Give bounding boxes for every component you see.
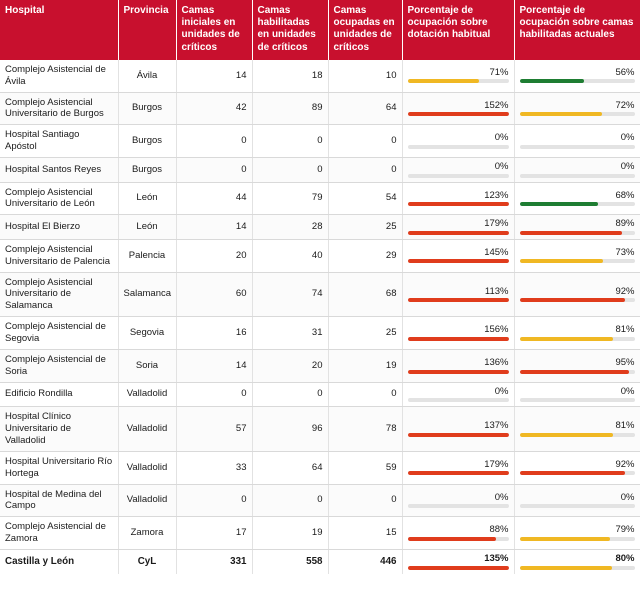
cell-pct-dotacion — [402, 451, 514, 484]
column-header-provincia[interactable]: Provincia — [118, 0, 176, 60]
cell-pct-habilitadas — [514, 239, 640, 272]
cell-pct-habilitadas — [514, 60, 640, 92]
cell-pct-dotacion-fill — [408, 537, 497, 541]
table-body — [0, 60, 640, 574]
cell-pct-habilitadas-track — [520, 504, 635, 508]
cell-pct-habilitadas — [514, 484, 640, 517]
cell-pct-habilitadas-value: 0% — [620, 132, 635, 144]
cell-camas-iniciales: 44 — [176, 182, 252, 215]
cell-pct-habilitadas-fill — [520, 259, 604, 263]
cell-pct-dotacion-value: 113% — [484, 285, 509, 297]
cell-pct-dotacion-value: 179% — [484, 458, 509, 470]
cell-pct-dotacion — [402, 125, 514, 158]
cell-camas-ocupadas: 0 — [328, 158, 402, 183]
cell-pct-dotacion-track — [408, 471, 509, 475]
cell-camas-iniciales: 20 — [176, 239, 252, 272]
cell-pct-dotacion-value: 136% — [484, 357, 509, 368]
cell-provincia: Valladolid — [118, 382, 176, 407]
cell-pct-dotacion — [402, 407, 514, 452]
cell-provincia: Palencia — [118, 239, 176, 272]
cell-pct-dotacion-fill — [408, 79, 480, 83]
cell-pct-habilitadas-track — [520, 370, 635, 374]
cell-provincia: Valladolid — [118, 484, 176, 517]
cell-pct-dotacion-fill — [408, 566, 509, 570]
cell-camas-ocupadas: 19 — [328, 349, 402, 382]
cell-provincia: Ávila — [118, 60, 176, 92]
cell-pct-dotacion-track — [408, 398, 509, 402]
cell-pct-dotacion — [402, 60, 514, 92]
cell-camas-ocupadas: 54 — [328, 182, 402, 215]
column-header-camas-iniciales[interactable]: Camas iniciales en unidades de críticos — [176, 0, 252, 60]
cell-camas-ocupadas: 446 — [328, 550, 402, 574]
cell-pct-dotacion-track — [408, 112, 509, 116]
cell-camas-habilitadas: 0 — [252, 484, 328, 517]
cell-hospital: Complejo Asistencial de Zamora — [0, 517, 118, 550]
cell-pct-habilitadas-fill — [520, 79, 584, 83]
cell-pct-habilitadas-value: 56% — [615, 66, 635, 78]
cell-pct-habilitadas-track — [520, 259, 635, 263]
table-row — [0, 239, 640, 272]
cell-provincia: León — [118, 215, 176, 240]
cell-pct-habilitadas-track — [520, 471, 635, 475]
cell-pct-habilitadas-track — [520, 398, 635, 402]
cell-pct-habilitadas-fill — [520, 298, 626, 302]
cell-pct-habilitadas — [514, 382, 640, 407]
cell-camas-habilitadas: 0 — [252, 382, 328, 407]
table-total-row — [0, 550, 640, 574]
cell-camas-ocupadas: 64 — [328, 92, 402, 125]
cell-camas-iniciales: 14 — [176, 349, 252, 382]
cell-camas-ocupadas: 59 — [328, 451, 402, 484]
cell-pct-habilitadas-track — [520, 112, 635, 116]
cell-pct-dotacion-value: 135% — [484, 553, 509, 564]
cell-pct-dotacion-fill — [408, 298, 509, 302]
cell-pct-dotacion-value: 156% — [484, 324, 509, 336]
cell-pct-habilitadas-fill — [520, 471, 626, 475]
cell-pct-habilitadas-track — [520, 145, 635, 149]
cell-pct-habilitadas-fill — [520, 370, 629, 374]
column-header-pct-habilitadas[interactable]: Porcentaje de ocupación sobre camas habilitadas actuales — [514, 0, 640, 60]
cell-pct-dotacion — [402, 550, 514, 574]
cell-camas-ocupadas: 15 — [328, 517, 402, 550]
cell-camas-habilitadas: 31 — [252, 317, 328, 350]
cell-pct-dotacion-track — [408, 145, 509, 149]
cell-pct-habilitadas — [514, 349, 640, 382]
cell-hospital: Complejo Asistencial Universitario de Palencia — [0, 239, 118, 272]
cell-camas-ocupadas: 78 — [328, 407, 402, 452]
table-row — [0, 272, 640, 317]
cell-pct-habilitadas-fill — [520, 202, 598, 206]
cell-hospital: Complejo Asistencial de Segovia — [0, 317, 118, 350]
cell-pct-dotacion-value: 137% — [484, 420, 509, 432]
cell-provincia: Salamanca — [118, 272, 176, 317]
column-header-camas-habilitadas[interactable]: Camas habilitadas en unidades de críticos — [252, 0, 328, 60]
cell-hospital: Hospital Universitario Río Hortega — [0, 451, 118, 484]
cell-pct-habilitadas-value: 0% — [620, 385, 635, 397]
cell-pct-habilitadas — [514, 92, 640, 125]
table-row — [0, 158, 640, 183]
cell-provincia: Segovia — [118, 317, 176, 350]
cell-pct-dotacion-track — [408, 337, 509, 341]
cell-camas-ocupadas: 0 — [328, 382, 402, 407]
table-row — [0, 382, 640, 407]
cell-pct-dotacion-track — [408, 202, 509, 206]
cell-pct-dotacion-track — [408, 537, 509, 541]
column-header-hospital[interactable]: Hospital — [0, 0, 118, 60]
table-row — [0, 60, 640, 92]
cell-pct-habilitadas-track — [520, 298, 635, 302]
cell-provincia: Burgos — [118, 158, 176, 183]
cell-pct-dotacion — [402, 484, 514, 517]
cell-pct-dotacion — [402, 517, 514, 550]
cell-camas-habilitadas: 74 — [252, 272, 328, 317]
cell-pct-habilitadas-value: 81% — [615, 324, 635, 336]
cell-camas-iniciales: 14 — [176, 60, 252, 92]
cell-pct-habilitadas — [514, 407, 640, 452]
cell-pct-dotacion-value: 152% — [484, 99, 509, 111]
table-row — [0, 182, 640, 215]
cell-pct-habilitadas — [514, 215, 640, 240]
cell-provincia: Valladolid — [118, 407, 176, 452]
cell-hospital: Hospital Santiago Apóstol — [0, 125, 118, 158]
cell-pct-habilitadas-fill — [520, 566, 612, 570]
cell-pct-habilitadas — [514, 182, 640, 215]
cell-pct-habilitadas-value: 81% — [615, 420, 635, 432]
cell-pct-habilitadas-value: 0% — [620, 491, 635, 503]
cell-pct-dotacion-fill — [408, 231, 509, 235]
cell-camas-ocupadas: 68 — [328, 272, 402, 317]
table-row — [0, 92, 640, 125]
cell-camas-habilitadas: 40 — [252, 239, 328, 272]
cell-pct-dotacion-track — [408, 566, 509, 570]
table-header-row — [0, 0, 640, 60]
table-row — [0, 517, 640, 550]
cell-camas-iniciales: 60 — [176, 272, 252, 317]
column-header-pct-dotacion[interactable]: Porcentaje de ocupación sobre dotación habitual — [402, 0, 514, 60]
cell-pct-habilitadas-fill — [520, 231, 622, 235]
cell-camas-iniciales: 0 — [176, 484, 252, 517]
cell-provincia: Valladolid — [118, 451, 176, 484]
cell-camas-ocupadas: 25 — [328, 317, 402, 350]
cell-hospital: Complejo Asistencial Universitario de Salamanca — [0, 272, 118, 317]
cell-pct-habilitadas — [514, 550, 640, 574]
cell-pct-habilitadas — [514, 158, 640, 183]
cell-pct-habilitadas-fill — [520, 537, 611, 541]
cell-pct-dotacion — [402, 317, 514, 350]
cell-hospital: Complejo Asistencial de Ávila — [0, 60, 118, 92]
cell-pct-dotacion-fill — [408, 202, 509, 206]
cell-camas-ocupadas: 10 — [328, 60, 402, 92]
cell-pct-dotacion-fill — [408, 433, 509, 437]
cell-camas-habilitadas: 0 — [252, 125, 328, 158]
cell-pct-dotacion — [402, 215, 514, 240]
cell-pct-dotacion-track — [408, 504, 509, 508]
cell-pct-dotacion-fill — [408, 337, 509, 341]
cell-camas-ocupadas: 25 — [328, 215, 402, 240]
cell-pct-habilitadas-value: 72% — [615, 99, 635, 111]
cell-pct-dotacion — [402, 382, 514, 407]
cell-pct-habilitadas-fill — [520, 337, 613, 341]
cell-pct-habilitadas-track — [520, 537, 635, 541]
cell-hospital: Complejo Asistencial Universitario de León — [0, 182, 118, 215]
cell-pct-habilitadas — [514, 451, 640, 484]
cell-pct-habilitadas — [514, 317, 640, 350]
cell-provincia: León — [118, 182, 176, 215]
cell-pct-dotacion-value: 179% — [484, 218, 509, 230]
cell-pct-habilitadas-track — [520, 566, 635, 570]
cell-pct-dotacion — [402, 239, 514, 272]
cell-provincia: CyL — [118, 550, 176, 574]
cell-pct-dotacion-value: 0% — [494, 491, 509, 503]
cell-hospital: Hospital Clínico Universitario de Valladolid — [0, 407, 118, 452]
cell-pct-habilitadas-value: 0% — [620, 161, 635, 172]
cell-camas-habilitadas: 20 — [252, 349, 328, 382]
cell-pct-habilitadas — [514, 517, 640, 550]
cell-pct-habilitadas-fill — [520, 112, 603, 116]
cell-pct-dotacion — [402, 272, 514, 317]
cell-pct-habilitadas — [514, 272, 640, 317]
cell-pct-habilitadas-track — [520, 174, 635, 178]
cell-camas-iniciales: 42 — [176, 92, 252, 125]
cell-pct-habilitadas-value: 73% — [615, 246, 635, 258]
cell-pct-habilitadas-track — [520, 337, 635, 341]
cell-pct-habilitadas-fill — [520, 433, 613, 437]
table-row — [0, 407, 640, 452]
cell-camas-habilitadas: 89 — [252, 92, 328, 125]
cell-pct-habilitadas — [514, 125, 640, 158]
cell-camas-habilitadas: 96 — [252, 407, 328, 452]
cell-camas-ocupadas: 0 — [328, 125, 402, 158]
cell-pct-habilitadas-value: 79% — [615, 524, 635, 536]
cell-pct-dotacion-value: 123% — [484, 189, 509, 201]
cell-pct-habilitadas-value: 92% — [615, 285, 635, 297]
cell-camas-iniciales: 17 — [176, 517, 252, 550]
cell-camas-iniciales: 331 — [176, 550, 252, 574]
cell-pct-dotacion-track — [408, 370, 509, 374]
cell-pct-habilitadas-track — [520, 231, 635, 235]
column-header-camas-ocupadas[interactable]: Camas ocupadas en unidades de críticos — [328, 0, 402, 60]
cell-camas-iniciales: 16 — [176, 317, 252, 350]
cell-pct-dotacion-track — [408, 174, 509, 178]
cell-hospital: Castilla y León — [0, 550, 118, 574]
cell-pct-habilitadas-value: 89% — [615, 218, 635, 230]
cell-pct-habilitadas-value: 80% — [615, 553, 635, 564]
cell-camas-habilitadas: 0 — [252, 158, 328, 183]
cell-hospital: Complejo Asistencial de Soria — [0, 349, 118, 382]
cell-pct-dotacion-value: 145% — [484, 246, 509, 258]
cell-pct-dotacion-track — [408, 79, 509, 83]
cell-hospital: Edificio Rondilla — [0, 382, 118, 407]
cell-pct-habilitadas-track — [520, 433, 635, 437]
cell-pct-dotacion — [402, 182, 514, 215]
cell-camas-habilitadas: 79 — [252, 182, 328, 215]
cell-camas-iniciales: 0 — [176, 125, 252, 158]
cell-pct-dotacion-fill — [408, 112, 509, 116]
cell-pct-dotacion — [402, 92, 514, 125]
cell-pct-dotacion — [402, 349, 514, 382]
cell-pct-dotacion-fill — [408, 471, 509, 475]
cell-camas-habilitadas: 18 — [252, 60, 328, 92]
cell-provincia: Burgos — [118, 125, 176, 158]
cell-pct-dotacion-track — [408, 231, 509, 235]
cell-pct-dotacion-value: 88% — [489, 524, 509, 536]
cell-hospital: Complejo Asistencial Universitario de Burgos — [0, 92, 118, 125]
cell-pct-habilitadas-track — [520, 202, 635, 206]
cell-pct-dotacion-value: 0% — [494, 132, 509, 144]
cell-camas-habilitadas: 28 — [252, 215, 328, 240]
cell-pct-dotacion-value: 0% — [494, 385, 509, 397]
table-row — [0, 317, 640, 350]
cell-pct-dotacion-track — [408, 298, 509, 302]
cell-pct-dotacion-value: 71% — [489, 66, 509, 78]
cell-camas-habilitadas: 558 — [252, 550, 328, 574]
cell-camas-iniciales: 0 — [176, 158, 252, 183]
table-row — [0, 451, 640, 484]
cell-camas-iniciales: 57 — [176, 407, 252, 452]
cell-camas-habilitadas: 19 — [252, 517, 328, 550]
cell-camas-iniciales: 33 — [176, 451, 252, 484]
cell-pct-dotacion-fill — [408, 259, 509, 263]
cell-provincia: Zamora — [118, 517, 176, 550]
cell-pct-dotacion-value: 0% — [494, 161, 509, 172]
cell-pct-habilitadas-track — [520, 79, 635, 83]
cell-pct-habilitadas-value: 95% — [615, 357, 635, 368]
cell-provincia: Soria — [118, 349, 176, 382]
cell-pct-habilitadas-value: 68% — [615, 189, 635, 201]
cell-pct-dotacion — [402, 158, 514, 183]
cell-hospital: Hospital El Bierzo — [0, 215, 118, 240]
table-row — [0, 349, 640, 382]
table-row — [0, 215, 640, 240]
cell-provincia: Burgos — [118, 92, 176, 125]
cell-pct-dotacion-track — [408, 259, 509, 263]
cell-camas-habilitadas: 64 — [252, 451, 328, 484]
cell-hospital: Hospital de Medina del Campo — [0, 484, 118, 517]
table-row — [0, 484, 640, 517]
cell-pct-dotacion-track — [408, 433, 509, 437]
cell-hospital: Hospital Santos Reyes — [0, 158, 118, 183]
table-row — [0, 125, 640, 158]
cell-camas-iniciales: 14 — [176, 215, 252, 240]
cell-pct-habilitadas-value: 92% — [615, 458, 635, 470]
cell-camas-ocupadas: 0 — [328, 484, 402, 517]
cell-camas-iniciales: 0 — [176, 382, 252, 407]
cell-camas-ocupadas: 29 — [328, 239, 402, 272]
cell-pct-dotacion-fill — [408, 370, 509, 374]
table-header — [0, 0, 640, 60]
